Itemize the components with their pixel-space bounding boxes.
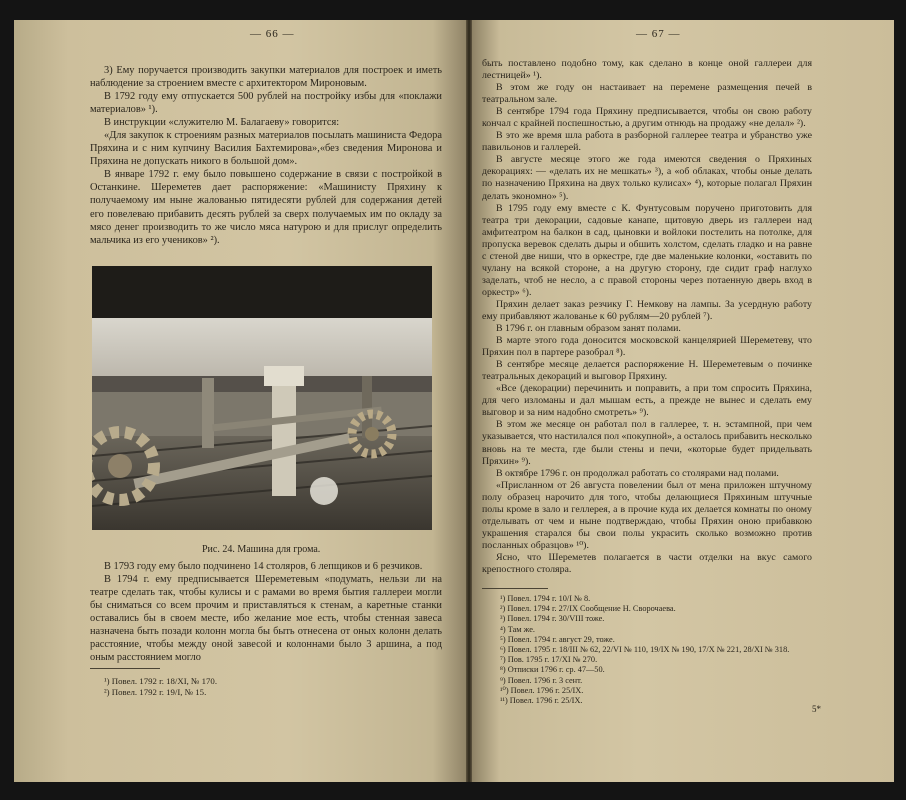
left-page-text bbox=[90, 64, 442, 247]
paragraph: В 1793 году ему было подчинено 14 столяров, 6 лепщиков и 6 резчиков. bbox=[104, 561, 423, 572]
paragraph: В 1792 году ему отпускается 500 рублей на постройку избы для «поклажи материалов» ¹). bbox=[90, 91, 442, 116]
right-page-number: — 67 — bbox=[636, 28, 681, 40]
footnote: ¹¹) Повел. 1796 г. 25/IX. bbox=[500, 696, 583, 706]
paragraph: В августе месяце этого же года имеются сведения о Пряхиных декорациях: — «делать их не мешкать» ³), а «об облаках, чтобы оные делать по назначению Пряхина на двух только кулисах» ⁴), которые полагал Пряхин делать экономно» ⁵). bbox=[482, 154, 812, 202]
paragraph: В этом же месяце он работал пол в галлерее, т. н. эстампной, при чем указывается, что настилался пол «покупной», а осталось прибавить несколько вновь на те места, где были стены и печи, «которые будет придельвать Пряхин» ⁹). bbox=[482, 419, 812, 467]
left-page-text-lower bbox=[90, 560, 442, 664]
footnote: ⁹) Повел. 1796 г. 3 сент. bbox=[500, 675, 583, 685]
footnote: ³) Повел. 1794 г. 30/VIII тоже. bbox=[500, 614, 605, 624]
footnote: ¹) Повел. 1792 г. 18/XI, № 170. bbox=[104, 676, 218, 686]
left-page-number: — 66 — bbox=[250, 28, 295, 40]
paragraph: В марте этого года доносится московской канцелярией Шереметеву, что Пряхин пол в партере разобрал ⁸). bbox=[482, 335, 812, 359]
footnote: ²) Повел. 1794 г. 27/IX Сообщение Н. Сворочаева. bbox=[500, 604, 676, 614]
footnote: ²) Повел. 1792 г. 19/I, № 15. bbox=[104, 686, 207, 697]
footnote: ⁴) Там же. bbox=[500, 624, 535, 634]
footnote: ⁵) Повел. 1794 г. август 29, тоже. bbox=[500, 634, 615, 644]
paragraph: В сентябре месяце делается распоряжение Н. Шереметевым о починке театральных декораций и выговор Пряхину. bbox=[482, 359, 812, 383]
paragraph: В 1794 г. ему предписывается Шереметевым «подумать, нельзи ли на театре сделать так, чтобы кулисы и с рамами во время бытия галлереи могли бы сниматься со всем прочим и приставляться к стенам, а каретные станки оставались бы в своем месте, ибо желание мое есть, чтобы стенная завеса назначена быть позади колонн могла бы быть отнесена от оных колонн делать расстояние, чтобы между оной завесой и колоннами было 3 аршина, а под оным расстоянием могло bbox=[90, 574, 442, 664]
thunder-machine-image bbox=[92, 266, 432, 530]
left-footnotes bbox=[104, 676, 217, 697]
footnote: ⁷) Пов. 1795 г. 17/XI № 270. bbox=[500, 655, 598, 665]
book-gutter bbox=[466, 20, 472, 782]
paragraph: Пряхин делает заказ резчику Г. Немкову на лампы. За усердную работу ему прибавляют жалованье к 60 рублям—20 рублей ⁷). bbox=[482, 298, 812, 322]
paragraph: быть поставлено подобно тому, как сделано в конце оной галлереи для лестницей» ¹). bbox=[482, 58, 812, 82]
right-footnotes bbox=[500, 594, 789, 706]
footnote: ¹) Повел. 1794 г. 10/I № 8. bbox=[500, 594, 591, 603]
thunder-machine-photo bbox=[92, 266, 432, 530]
paragraph: В январе 1792 г. ему было повышено содержание в связи с постройкой в Останкине. Шереметев дает распоряжение: «Машинисту Пряхину к получаемому им ныне жалованью пятидесяти рублей для содержания детей его повелеваю прибавить десять рублей за сверх получаемых им по окладу за мясо денег производить то же число мяса натурою и для прислуг определить мальчика из его учеников» ²). bbox=[90, 169, 442, 246]
paragraph: В инструкции «служителю М. Балагаеву» говорится: bbox=[104, 117, 340, 129]
paragraph: В этом же году он настаивает на перемене размещения печей в театральном зале. bbox=[482, 82, 812, 106]
right-page-text bbox=[482, 58, 812, 576]
footnote-rule bbox=[90, 668, 160, 669]
paragraph: В 1795 году ему вместе с К. Фунтусовым поручено приготовить для театра три декорации, садовые канапе, щитовую дверь из галлереи над амфитеатром на балкон в сад, цыновки и войлоки постелить на потолке, для пропуска веревок сделать дыры и обшить холстом, сделать гладко и на равне с стеной две ниши, что в оркестре, где две маленькие колонки, «оставить по чулану на всякой стороне, а на другую сторону, где сидит граф наглухо заделать, чтоб не несло, а с правой стороны через потаенную дверь вход в оркестр» ⁶). bbox=[482, 202, 812, 298]
paragraph: В это же время шла работа в разборной галлерее театра и убранство уже павильонов и галлерей. bbox=[482, 130, 812, 154]
paragraph: «Для закупок к строениям разных материалов посылать машиниста Федора Пряхина и с ним купчину Василия Бахтемирова»,«без сведения Миронова и Пряхина не допускать никого в большой дом». bbox=[90, 130, 442, 168]
footnote-rule bbox=[482, 588, 548, 589]
footnote: ⁶) Повел. 1795 г. 18/III № 62, 22/VI № 110, 19/IX № 190, 17/X № 221, 28/XI № 318. bbox=[500, 645, 790, 655]
paragraph: В сентябре 1794 года Пряхину предписывается, чтобы он свою работу кончал с крайней поспешностью, а другим отнюдь на продажу «не делал» ²). bbox=[482, 106, 812, 130]
paragraph: Ясно, что Шереметев полагается в части отделки на вкус самого крепостного столяра. bbox=[482, 551, 812, 575]
paragraph: «Все (декорации) перечинить и поправить, а при том спросить Пряхина, для чего изломаны и дал мышам есть, а прежде не вынес и сделать ему выговор и за ним надобно смотреть» ⁹). bbox=[482, 383, 812, 419]
footnote: ⁸) Отписки 1796 г. ср. 47—50. bbox=[500, 665, 605, 675]
paragraph: В октябре 1796 г. он продолжал работать со столярами над полами. bbox=[496, 467, 779, 479]
figure-caption: Рис. 24. Машина для грома. bbox=[202, 544, 321, 555]
footnote: ¹⁰) Повел. 1796 г. 25/IX. bbox=[500, 685, 584, 695]
paragraph: 3) Ему поручается производить закупки материалов для построек и иметь наблюдение за строением вместе с архитектором Мироновым. bbox=[90, 65, 442, 90]
paragraph: В 1796 г. он главным образом занят полами. bbox=[496, 323, 681, 335]
paragraph: «Присланном от 26 августа повелении был от мена приложен штучному полу образец нарочито для того, чтобы делающиеся Пряхиным штучные полы кроме в зало и геллерея, а в прочие куда их делается комнаты по оному отделывать от чем и ныне подтверждаю, чтобы Пряхин оною прибавкою украшения старался бы свои полы украсить сколько возможно против посланных образцов» ¹⁰). bbox=[482, 479, 812, 551]
signature-mark: 5* bbox=[812, 704, 821, 714]
